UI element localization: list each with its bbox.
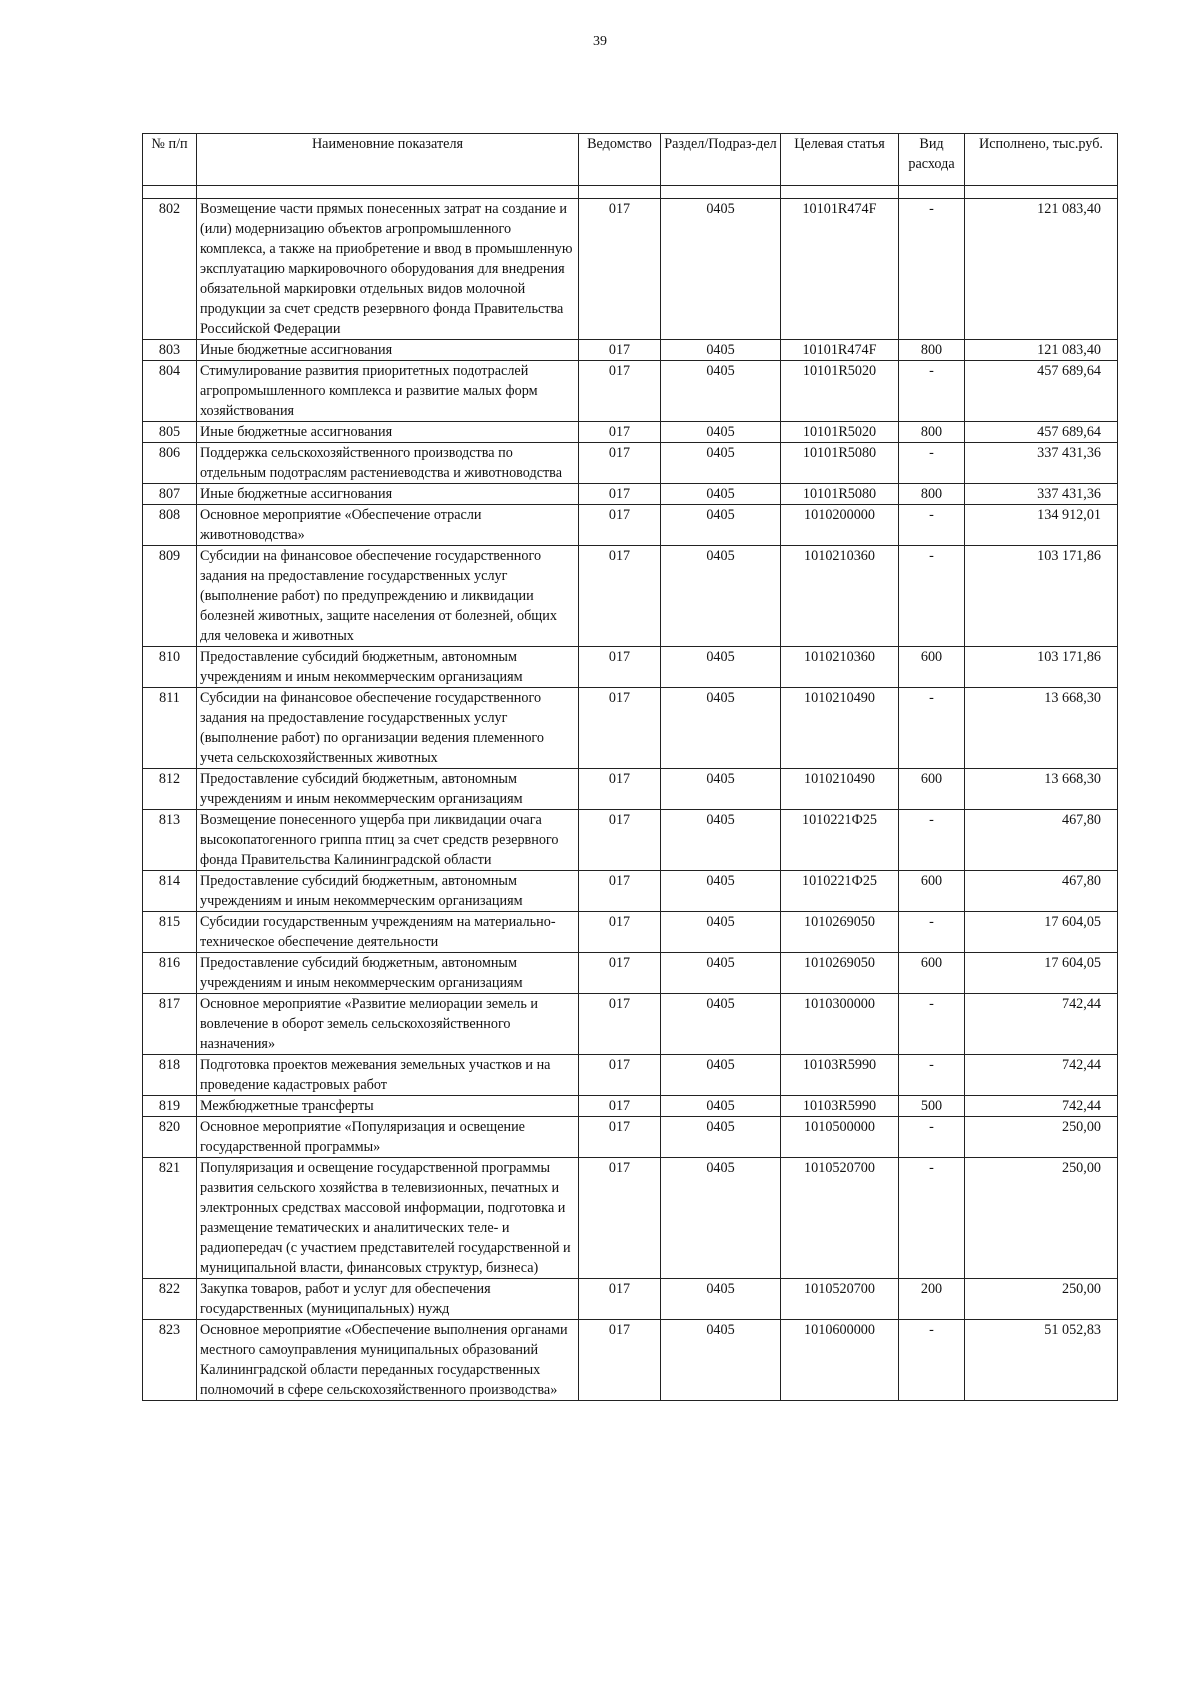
row-target-article: 1010520700: [781, 1279, 899, 1320]
row-department: 017: [579, 199, 661, 340]
table-row: [143, 1279, 1118, 1320]
row-section: 0405: [661, 688, 781, 769]
table-row: [143, 769, 1118, 810]
table-row: [143, 361, 1118, 422]
row-number: 810: [143, 647, 197, 688]
row-expense-kind: 600: [899, 871, 965, 912]
table-header-row: [143, 134, 1118, 186]
row-executed-amount: 337 431,36: [965, 484, 1118, 505]
header-spacer-row: [143, 186, 1118, 199]
table-row: [143, 647, 1118, 688]
row-name: Субсидии на финансовое обеспечение государственного задания на предоставление государственных услуг (выполнение работ) по организации ведения племенного учета сельскохозяйственных животных: [197, 688, 579, 769]
row-name: Основное мероприятие «Развитие мелиорации земель и вовлечение в оборот земель сельскохозяйственного назначения»: [197, 994, 579, 1055]
row-executed-amount: 17 604,05: [965, 912, 1118, 953]
row-department: 017: [579, 647, 661, 688]
row-name: Возмещение понесенного ущерба при ликвидации очага высокопатогенного гриппа птиц за счет средств резервного фонда Правительства Калининградской области: [197, 810, 579, 871]
row-section: 0405: [661, 912, 781, 953]
row-number: 820: [143, 1117, 197, 1158]
row-target-article: 1010300000: [781, 994, 899, 1055]
row-number: 807: [143, 484, 197, 505]
row-section: 0405: [661, 546, 781, 647]
table-row: [143, 340, 1118, 361]
row-name: Иные бюджетные ассигнования: [197, 484, 579, 505]
row-name: Поддержка сельскохозяйственного производства по отдельным подотраслям растениеводства и животноводства: [197, 443, 579, 484]
row-name: Предоставление субсидий бюджетным, автономным учреждениям и иным некоммерческим организациям: [197, 871, 579, 912]
row-target-article: 1010600000: [781, 1320, 899, 1401]
row-target-article: 10101R5080: [781, 484, 899, 505]
row-department: 017: [579, 443, 661, 484]
table-row: [143, 199, 1118, 340]
row-executed-amount: 467,80: [965, 871, 1118, 912]
row-name: Подготовка проектов межевания земельных участков и на проведение кадастровых работ: [197, 1055, 579, 1096]
col-header-executed-amount: Исполнено, тыс.руб.: [965, 134, 1118, 186]
row-target-article: 10103R5990: [781, 1096, 899, 1117]
row-department: 017: [579, 484, 661, 505]
row-department: 017: [579, 1320, 661, 1401]
row-department: 017: [579, 912, 661, 953]
row-expense-kind: -: [899, 688, 965, 769]
row-department: 017: [579, 994, 661, 1055]
budget-table: [142, 133, 1118, 1401]
row-department: 017: [579, 505, 661, 546]
page-number: 39: [593, 34, 607, 49]
row-executed-amount: 13 668,30: [965, 688, 1118, 769]
row-name: Основное мероприятие «Популяризация и освещение государственной программы»: [197, 1117, 579, 1158]
row-expense-kind: -: [899, 1055, 965, 1096]
row-executed-amount: 250,00: [965, 1279, 1118, 1320]
row-department: 017: [579, 1055, 661, 1096]
row-name: Предоставление субсидий бюджетным, автономным учреждениям и иным некоммерческим организациям: [197, 647, 579, 688]
row-expense-kind: 200: [899, 1279, 965, 1320]
col-header-section: Раздел/Подраз-дел: [661, 134, 781, 186]
row-target-article: 1010500000: [781, 1117, 899, 1158]
row-number: 805: [143, 422, 197, 443]
row-expense-kind: -: [899, 505, 965, 546]
row-number: 808: [143, 505, 197, 546]
row-expense-kind: 800: [899, 484, 965, 505]
row-target-article: 1010269050: [781, 953, 899, 994]
table-row: [143, 1117, 1118, 1158]
row-number: 809: [143, 546, 197, 647]
row-name: Предоставление субсидий бюджетным, автономным учреждениям и иным некоммерческим организациям: [197, 953, 579, 994]
row-executed-amount: 467,80: [965, 810, 1118, 871]
table-row: [143, 505, 1118, 546]
row-target-article: 1010221Ф25: [781, 871, 899, 912]
col-header-number: № п/п: [143, 134, 197, 186]
row-executed-amount: 250,00: [965, 1117, 1118, 1158]
row-section: 0405: [661, 505, 781, 546]
row-target-article: 10101R474F: [781, 340, 899, 361]
row-executed-amount: 121 083,40: [965, 340, 1118, 361]
row-executed-amount: 742,44: [965, 994, 1118, 1055]
table-row: [143, 422, 1118, 443]
row-target-article: 10101R5080: [781, 443, 899, 484]
row-department: 017: [579, 361, 661, 422]
row-number: 802: [143, 199, 197, 340]
row-executed-amount: 103 171,86: [965, 647, 1118, 688]
col-header-name: Наименовние показателя: [197, 134, 579, 186]
row-section: 0405: [661, 340, 781, 361]
row-executed-amount: 337 431,36: [965, 443, 1118, 484]
row-executed-amount: 134 912,01: [965, 505, 1118, 546]
row-executed-amount: 121 083,40: [965, 199, 1118, 340]
table-row: [143, 1055, 1118, 1096]
row-executed-amount: 742,44: [965, 1096, 1118, 1117]
row-target-article: 1010210490: [781, 688, 899, 769]
row-section: 0405: [661, 1117, 781, 1158]
row-number: 817: [143, 994, 197, 1055]
table-row: [143, 1320, 1118, 1401]
row-expense-kind: 500: [899, 1096, 965, 1117]
row-number: 822: [143, 1279, 197, 1320]
row-target-article: 10101R474F: [781, 199, 899, 340]
row-expense-kind: 600: [899, 647, 965, 688]
row-department: 017: [579, 422, 661, 443]
row-department: 017: [579, 340, 661, 361]
row-department: 017: [579, 1117, 661, 1158]
row-number: 814: [143, 871, 197, 912]
row-expense-kind: 800: [899, 422, 965, 443]
table-row: [143, 810, 1118, 871]
col-header-target-article: Целевая статья: [781, 134, 899, 186]
row-target-article: 10101R5020: [781, 361, 899, 422]
table-row: [143, 688, 1118, 769]
row-number: 803: [143, 340, 197, 361]
row-name: Иные бюджетные ассигнования: [197, 340, 579, 361]
row-number: 815: [143, 912, 197, 953]
row-name: Субсидии на финансовое обеспечение государственного задания на предоставление государственных услуг (выполнение работ) по предупреждению и ликвидации болезней животных, защите населения от болезней, общих для человека и животных: [197, 546, 579, 647]
row-section: 0405: [661, 443, 781, 484]
row-name: Возмещение части прямых понесенных затрат на создание и (или) модернизацию объектов агропромышленного комплекса, а также на приобретение и ввод в промышленную эксплуатацию маркировочного оборудования для внедрения обязательной маркировки отдельных видов молочной продукции за счет средств резервного фонда Правительства Российской Федерации: [197, 199, 579, 340]
row-expense-kind: -: [899, 994, 965, 1055]
row-number: 811: [143, 688, 197, 769]
row-section: 0405: [661, 953, 781, 994]
row-section: 0405: [661, 769, 781, 810]
row-department: 017: [579, 688, 661, 769]
row-expense-kind: -: [899, 1117, 965, 1158]
col-header-expense-kind: Вид расхода: [899, 134, 965, 186]
row-section: 0405: [661, 994, 781, 1055]
col-header-department: Ведомство: [579, 134, 661, 186]
row-section: 0405: [661, 361, 781, 422]
row-expense-kind: 600: [899, 953, 965, 994]
row-section: 0405: [661, 647, 781, 688]
row-number: 816: [143, 953, 197, 994]
table-row: [143, 994, 1118, 1055]
row-target-article: 1010221Ф25: [781, 810, 899, 871]
table-row: [143, 443, 1118, 484]
row-expense-kind: 600: [899, 769, 965, 810]
table-row: [143, 1158, 1118, 1279]
row-section: 0405: [661, 1279, 781, 1320]
row-target-article: 1010210360: [781, 647, 899, 688]
row-executed-amount: 17 604,05: [965, 953, 1118, 994]
row-number: 806: [143, 443, 197, 484]
row-number: 819: [143, 1096, 197, 1117]
row-department: 017: [579, 953, 661, 994]
row-department: 017: [579, 769, 661, 810]
row-name: Основное мероприятие «Обеспечение отрасли животноводства»: [197, 505, 579, 546]
row-executed-amount: 51 052,83: [965, 1320, 1118, 1401]
row-target-article: 1010210490: [781, 769, 899, 810]
row-number: 812: [143, 769, 197, 810]
row-name: Иные бюджетные ассигнования: [197, 422, 579, 443]
row-target-article: 1010210360: [781, 546, 899, 647]
row-number: 804: [143, 361, 197, 422]
row-expense-kind: -: [899, 1158, 965, 1279]
table-row: [143, 953, 1118, 994]
row-name: Закупка товаров, работ и услуг для обеспечения государственных (муниципальных) нужд: [197, 1279, 579, 1320]
row-target-article: 10103R5990: [781, 1055, 899, 1096]
row-target-article: 1010520700: [781, 1158, 899, 1279]
table-row: [143, 871, 1118, 912]
row-name: Основное мероприятие «Обеспечение выполнения органами местного самоуправления муниципальных образований Калининградской области переданных государственных полномочий в сфере сельскохозяйственного производства»: [197, 1320, 579, 1401]
row-number: 813: [143, 810, 197, 871]
row-executed-amount: 103 171,86: [965, 546, 1118, 647]
row-section: 0405: [661, 422, 781, 443]
row-department: 017: [579, 1096, 661, 1117]
row-section: 0405: [661, 1055, 781, 1096]
row-number: 823: [143, 1320, 197, 1401]
row-name: Стимулирование развития приоритетных подотраслей агропромышленного комплекса и развитие малых форм хозяйствования: [197, 361, 579, 422]
table-row: [143, 546, 1118, 647]
row-number: 821: [143, 1158, 197, 1279]
row-department: 017: [579, 871, 661, 912]
row-target-article: 1010269050: [781, 912, 899, 953]
row-name: Субсидии государственным учреждениям на материально-техническое обеспечение деятельности: [197, 912, 579, 953]
row-section: 0405: [661, 810, 781, 871]
row-section: 0405: [661, 1096, 781, 1117]
row-target-article: 1010200000: [781, 505, 899, 546]
row-department: 017: [579, 810, 661, 871]
row-expense-kind: -: [899, 1320, 965, 1401]
table-row: [143, 484, 1118, 505]
row-section: 0405: [661, 199, 781, 340]
row-executed-amount: 457 689,64: [965, 361, 1118, 422]
row-expense-kind: -: [899, 546, 965, 647]
row-expense-kind: -: [899, 199, 965, 340]
row-executed-amount: 250,00: [965, 1158, 1118, 1279]
row-department: 017: [579, 1279, 661, 1320]
row-name: Популяризация и освещение государственной программы развития сельского хозяйства в телевизионных, печатных и электронных средствах массовой информации, подготовка и размещение тематических и аналитических теле- и радиопередач (с участием представителей государственной и муниципальной власти, финансовых структур, бизнеса): [197, 1158, 579, 1279]
row-department: 017: [579, 1158, 661, 1279]
row-number: 818: [143, 1055, 197, 1096]
row-section: 0405: [661, 1158, 781, 1279]
row-name: Предоставление субсидий бюджетным, автономным учреждениям и иным некоммерческим организациям: [197, 769, 579, 810]
row-executed-amount: 13 668,30: [965, 769, 1118, 810]
row-name: Межбюджетные трансферты: [197, 1096, 579, 1117]
table-row: [143, 1096, 1118, 1117]
row-expense-kind: -: [899, 810, 965, 871]
row-department: 017: [579, 546, 661, 647]
row-section: 0405: [661, 871, 781, 912]
row-section: 0405: [661, 1320, 781, 1401]
table-row: [143, 912, 1118, 953]
row-expense-kind: -: [899, 443, 965, 484]
row-expense-kind: -: [899, 912, 965, 953]
row-section: 0405: [661, 484, 781, 505]
row-executed-amount: 742,44: [965, 1055, 1118, 1096]
row-expense-kind: 800: [899, 340, 965, 361]
row-target-article: 10101R5020: [781, 422, 899, 443]
row-expense-kind: -: [899, 361, 965, 422]
row-executed-amount: 457 689,64: [965, 422, 1118, 443]
